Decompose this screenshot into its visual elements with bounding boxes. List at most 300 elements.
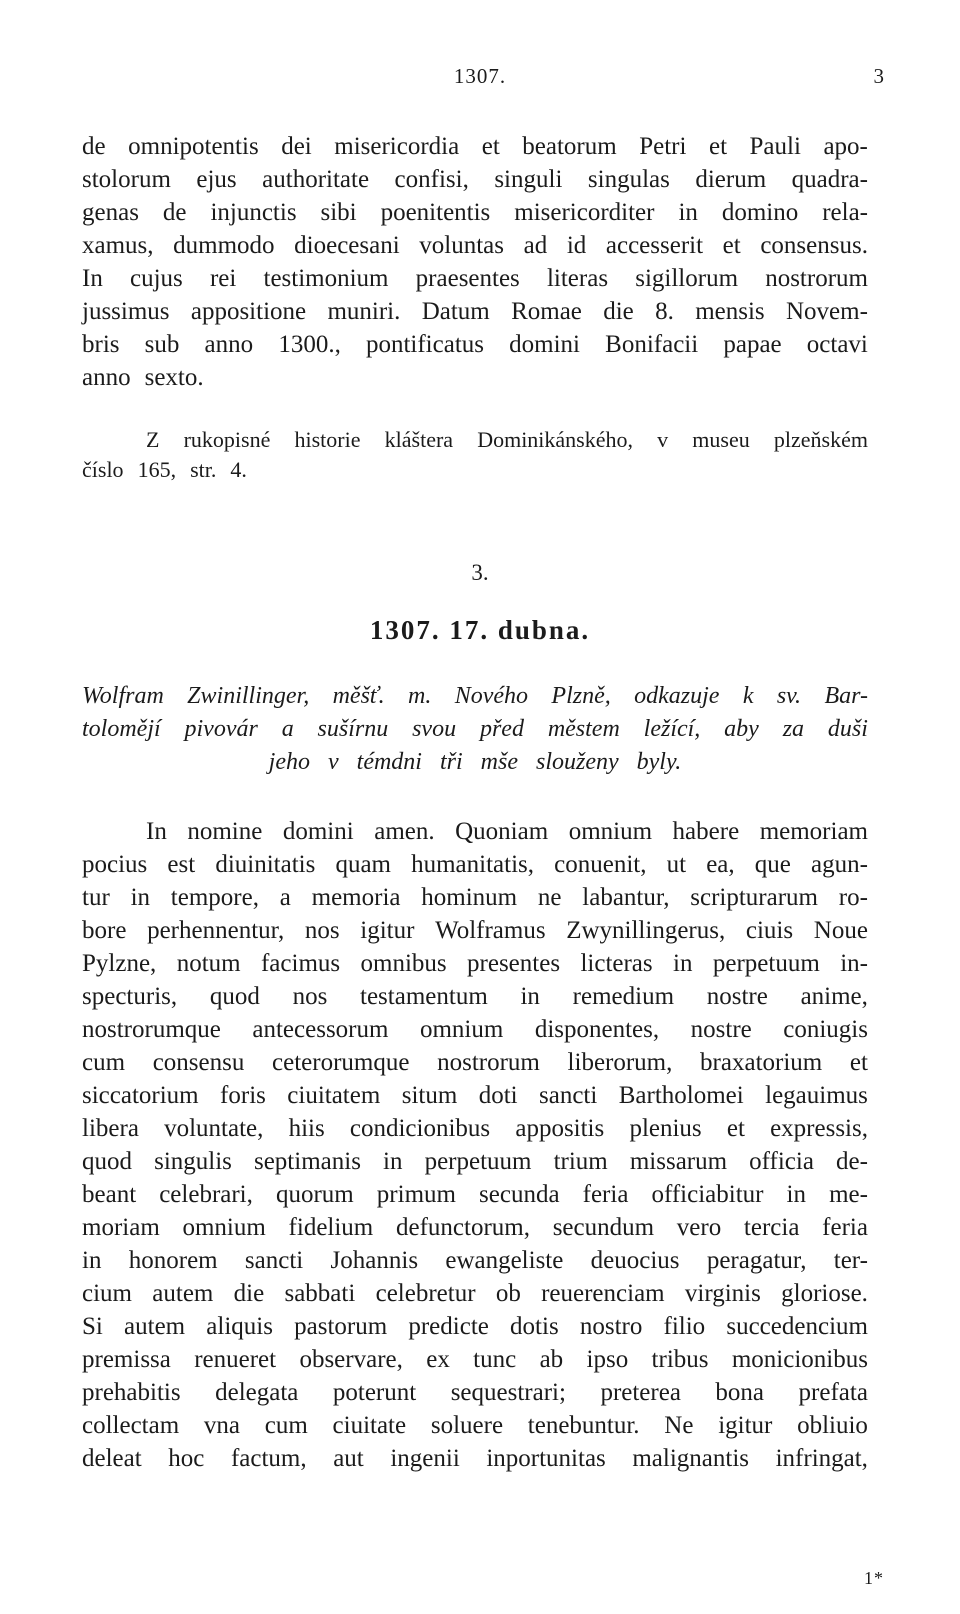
word: confisi,	[394, 166, 469, 193]
word: Pylzne,	[82, 950, 157, 977]
word: ro-	[838, 884, 868, 911]
word: misericorditer	[514, 199, 655, 226]
word: nostrorum	[765, 265, 868, 292]
word: anno	[204, 331, 254, 358]
word: accesserit	[605, 232, 704, 259]
word: v	[328, 749, 339, 775]
signature-mark: 1*	[864, 1568, 884, 1588]
text-line	[82, 848, 868, 881]
text-line	[82, 1211, 868, 1244]
word: str.	[190, 457, 217, 482]
word: anime,	[800, 983, 868, 1010]
word: trium	[553, 1148, 608, 1175]
word: soluere	[430, 1412, 504, 1439]
word: rela-	[822, 199, 868, 226]
text-line	[82, 229, 868, 262]
word: Ne	[664, 1412, 694, 1439]
word: collectam	[82, 1412, 180, 1439]
word: anno	[82, 364, 131, 391]
word: literas	[546, 265, 609, 292]
text-line	[82, 914, 868, 947]
word: in	[678, 199, 698, 226]
word: autem	[124, 1313, 186, 1340]
word: Z	[146, 427, 160, 452]
word: die	[603, 298, 634, 325]
text-line	[82, 361, 868, 394]
word: Petri	[639, 133, 687, 160]
word: Zwinillinger,	[187, 683, 310, 709]
word: consensus.	[760, 232, 868, 259]
word: monicionibus	[731, 1346, 868, 1373]
word: memoria	[311, 884, 401, 911]
word: feria	[582, 1181, 629, 1208]
word: hominum	[421, 884, 518, 911]
word: pontificatus	[365, 331, 484, 358]
word: secunda	[479, 1181, 560, 1208]
word: doti	[478, 1082, 518, 1109]
word: dierum	[695, 166, 767, 193]
word: aut	[333, 1445, 364, 1472]
word: et	[722, 232, 741, 259]
word: memoriam	[759, 818, 868, 845]
word: quod	[209, 983, 260, 1010]
word: agun-	[811, 851, 868, 878]
word: nomine	[187, 818, 263, 845]
word: sequestrari;	[450, 1379, 566, 1406]
word: officia	[749, 1148, 814, 1175]
word: v	[657, 427, 669, 452]
word: appositione	[190, 298, 307, 325]
word: nos	[304, 917, 340, 944]
word: celebrari,	[159, 1181, 253, 1208]
word: celebretur	[375, 1280, 476, 1307]
word: stolorum	[82, 166, 171, 193]
word: 4.	[230, 457, 247, 482]
word: museu	[692, 427, 750, 452]
word: praesentes	[415, 265, 520, 292]
word: pivovár	[184, 716, 258, 742]
word: nos	[292, 983, 328, 1010]
word: libera	[82, 1115, 139, 1142]
word: igitur	[360, 917, 415, 944]
word: Zwynillingerus,	[566, 917, 726, 944]
word: dummodo	[173, 232, 275, 259]
word: a	[281, 716, 294, 742]
word: preterea	[600, 1379, 681, 1406]
text-line	[82, 1079, 868, 1112]
word: sabbati	[284, 1280, 356, 1307]
text-line	[82, 1310, 868, 1343]
word: Novem-	[785, 298, 868, 325]
word: humanitatis,	[411, 851, 535, 878]
text-line	[82, 455, 868, 485]
word: Romae	[511, 298, 582, 325]
word: Wolfram	[82, 683, 164, 709]
word: Pauli	[749, 133, 801, 160]
word: in	[673, 950, 693, 977]
word: sibi	[320, 199, 357, 226]
word: est	[167, 851, 196, 878]
word: 8.	[655, 298, 674, 325]
word: nostrorumque	[82, 1016, 221, 1043]
word: voluntas	[419, 232, 504, 259]
word: městem	[547, 716, 620, 742]
word: misericordia	[334, 133, 460, 160]
word: scripturarum	[690, 884, 818, 911]
text-line	[82, 1013, 868, 1046]
word: bona	[715, 1379, 765, 1406]
word: Quoniam	[455, 818, 549, 845]
word: foris	[220, 1082, 266, 1109]
word: ab	[539, 1346, 564, 1373]
word: ciuitatem	[287, 1082, 381, 1109]
word: factum,	[230, 1445, 307, 1472]
word: ceterorumque	[272, 1049, 410, 1076]
word: omnium	[419, 1016, 504, 1043]
word: remedium	[572, 983, 675, 1010]
text-line	[82, 425, 868, 455]
intro-latin-paragraph	[82, 130, 868, 394]
word: secundum	[552, 1214, 655, 1241]
word: omnipotentis	[128, 133, 259, 160]
word: de	[162, 199, 187, 226]
word: sv.	[776, 683, 802, 709]
word: plenius	[629, 1115, 702, 1142]
word: condicionibus	[349, 1115, 491, 1142]
word: premissa	[82, 1346, 171, 1373]
word: quod	[82, 1148, 132, 1175]
word: domini	[509, 331, 580, 358]
word: gloriose.	[781, 1280, 868, 1307]
page-number: 3	[873, 64, 884, 88]
word: ex	[426, 1346, 450, 1373]
word: bris	[82, 331, 120, 358]
word: injunctis	[210, 199, 297, 226]
word: mše	[480, 749, 518, 775]
word: feria	[822, 1214, 868, 1241]
word: nostrorum	[437, 1049, 540, 1076]
word: omnium	[568, 818, 653, 845]
text-line	[82, 1343, 868, 1376]
word: deleat	[82, 1445, 142, 1472]
word: číslo	[82, 457, 124, 482]
word: prehabitis	[82, 1379, 181, 1406]
word: tur	[82, 884, 110, 911]
word: cum	[82, 1049, 126, 1076]
word: apo-	[823, 133, 868, 160]
word: braxatorium	[700, 1049, 823, 1076]
word: Johannis	[330, 1247, 419, 1274]
word: m.	[408, 683, 432, 709]
word: et	[708, 133, 728, 160]
text-line	[82, 947, 868, 980]
word: 165,	[137, 457, 177, 482]
word: que	[754, 851, 791, 878]
word: sancti	[244, 1247, 304, 1274]
word: tenebuntur.	[527, 1412, 640, 1439]
word: beant	[82, 1181, 137, 1208]
word: tolomějí	[82, 716, 161, 742]
text-line	[82, 1112, 868, 1145]
word: appositis	[515, 1115, 605, 1142]
word: succedencium	[726, 1313, 868, 1340]
word: Bar-	[824, 683, 868, 709]
word: inportunitas	[486, 1445, 606, 1472]
word: omnium	[182, 1214, 266, 1241]
word: Dominikánského,	[477, 427, 634, 452]
word: genas	[82, 199, 139, 226]
word: duši	[827, 716, 868, 742]
word: in	[130, 884, 151, 911]
word: renueret	[194, 1346, 277, 1373]
word: obliuio	[797, 1412, 868, 1439]
word: perpetuum	[424, 1148, 532, 1175]
text-line	[82, 1277, 868, 1310]
word: ne	[537, 884, 562, 911]
word: aliquis	[206, 1313, 273, 1340]
word: licteras	[580, 950, 653, 977]
word: defunctorum,	[395, 1214, 530, 1241]
word: Plzně,	[551, 683, 611, 709]
czech-regest	[82, 680, 868, 779]
word: rukopisné	[183, 427, 271, 452]
word: xamus,	[82, 232, 154, 259]
word: cum	[264, 1412, 308, 1439]
word: testamentum	[360, 983, 488, 1010]
word: domino	[721, 199, 799, 226]
word: malignantis	[632, 1445, 750, 1472]
word: byly.	[636, 749, 682, 775]
word: In	[82, 265, 103, 292]
running-head-year: 1307.	[453, 64, 507, 88]
document-date: 1307. 17. dubna.	[369, 615, 591, 645]
word: mensis	[695, 298, 765, 325]
word: de	[82, 133, 106, 160]
word: moriam	[82, 1214, 160, 1241]
word: et	[726, 1115, 745, 1142]
document-number: 3.	[471, 560, 489, 585]
word: singuli	[494, 166, 563, 193]
word: ejus	[196, 166, 237, 193]
word: peragatur,	[706, 1247, 807, 1274]
word: autem	[152, 1280, 214, 1307]
word: me-	[829, 1181, 868, 1208]
word: honorem	[128, 1247, 218, 1274]
text-line	[82, 130, 868, 163]
word: Noue	[813, 917, 868, 944]
word: cium	[82, 1280, 132, 1307]
word: notum	[176, 950, 241, 977]
word: amen.	[374, 818, 435, 845]
word: domini	[282, 818, 354, 845]
word: ingenii	[390, 1445, 460, 1472]
word: za	[782, 716, 805, 742]
word: fidelium	[288, 1214, 374, 1241]
word: officiabitur	[651, 1181, 764, 1208]
word: Si	[82, 1313, 103, 1340]
word: jussimus	[82, 298, 170, 325]
word: virginis	[684, 1280, 761, 1307]
word: historie	[294, 427, 361, 452]
word: poenitentis	[380, 199, 491, 226]
word: Datum	[421, 298, 490, 325]
word: conuenit,	[554, 851, 647, 878]
word: disponentes,	[534, 1016, 660, 1043]
word: poterunt	[332, 1379, 417, 1406]
word: habere	[672, 818, 740, 845]
word: In	[146, 818, 167, 845]
word: ciuitate	[332, 1412, 407, 1439]
word: facimus	[260, 950, 341, 977]
word: muniri.	[327, 298, 401, 325]
word: tempore,	[170, 884, 259, 911]
text-line	[82, 1409, 868, 1442]
word: před	[479, 716, 524, 742]
text-line	[82, 196, 868, 229]
word: a	[279, 884, 291, 911]
word: filio	[663, 1313, 706, 1340]
word: prefata	[798, 1379, 868, 1406]
word: pocius	[82, 851, 148, 878]
word: tunc	[473, 1346, 517, 1373]
word: nostre	[706, 983, 768, 1010]
text-line	[82, 1442, 868, 1475]
word: ter-	[833, 1247, 868, 1274]
word: authoritate	[262, 166, 370, 193]
word: tercia	[743, 1214, 800, 1241]
text-line	[82, 713, 868, 746]
word: hiis	[288, 1115, 325, 1142]
word: consensu	[152, 1049, 245, 1076]
text-line	[82, 680, 868, 713]
word: delegata	[215, 1379, 299, 1406]
charter-body	[82, 815, 868, 1475]
word: měšť.	[332, 683, 385, 709]
word: dei	[281, 133, 312, 160]
word: legauimus	[765, 1082, 868, 1109]
text-line	[82, 1145, 868, 1178]
word: voluntate,	[164, 1115, 264, 1142]
text-line	[82, 262, 868, 295]
word: ob	[495, 1280, 521, 1307]
word: liberorum,	[567, 1049, 673, 1076]
word: nostre	[690, 1016, 752, 1043]
word: labantur,	[582, 884, 670, 911]
text-line	[82, 328, 868, 361]
word: igitur	[718, 1412, 773, 1439]
word: de-	[836, 1148, 868, 1175]
word: octavi	[806, 331, 868, 358]
text-line	[82, 1376, 868, 1409]
word: situm	[401, 1082, 458, 1109]
word: reuerenciam	[541, 1280, 665, 1307]
word: dotis	[510, 1313, 559, 1340]
word: nostro	[579, 1313, 643, 1340]
word: rei	[209, 265, 237, 292]
word: specturis,	[82, 983, 178, 1010]
text-line	[82, 815, 868, 848]
word: quadra-	[791, 166, 868, 193]
word: die	[233, 1280, 265, 1307]
word: singulis	[154, 1148, 232, 1175]
word: k	[742, 683, 754, 709]
word: aby	[724, 716, 759, 742]
word: vna	[203, 1412, 241, 1439]
word: in-	[840, 950, 868, 977]
word: jeho	[268, 749, 310, 775]
word: in	[383, 1148, 403, 1175]
word: et	[849, 1049, 868, 1076]
source-note	[82, 425, 868, 485]
word: sexto.	[144, 364, 204, 391]
text-line	[82, 746, 868, 779]
word: et	[481, 133, 500, 160]
word: predicte	[408, 1313, 489, 1340]
word: deuocius	[590, 1247, 680, 1274]
word: sub	[144, 331, 180, 358]
word: plzeňském	[773, 427, 868, 452]
word: perhennentur,	[147, 917, 285, 944]
word: hoc	[168, 1445, 205, 1472]
word: testimonium	[263, 265, 389, 292]
word: primum	[376, 1181, 456, 1208]
word: beatorum	[522, 133, 617, 160]
word: témdni	[356, 749, 422, 775]
word: omnibus	[360, 950, 447, 977]
word: missarum	[629, 1148, 728, 1175]
word: Nového	[454, 683, 529, 709]
word: quam	[335, 851, 391, 878]
word: sušírnu	[317, 716, 389, 742]
word: bore	[82, 917, 127, 944]
word: vero	[676, 1214, 722, 1241]
word: expressis,	[770, 1115, 868, 1142]
word: tribus	[651, 1346, 709, 1373]
text-line	[82, 980, 868, 1013]
word: papae	[723, 331, 782, 358]
word: slouženy	[536, 749, 619, 775]
text-line	[82, 295, 868, 328]
word: in	[786, 1181, 806, 1208]
word: odkazuje	[634, 683, 720, 709]
text-line	[82, 1046, 868, 1079]
word: observare,	[299, 1346, 403, 1373]
word: in	[520, 983, 540, 1010]
word: svou	[412, 716, 457, 742]
word: cujus	[130, 265, 183, 292]
word: ad	[523, 232, 548, 259]
word: ležící,	[643, 716, 701, 742]
word: ciuis	[745, 917, 794, 944]
word: dioecesani	[294, 232, 400, 259]
text-line	[82, 1178, 868, 1211]
word: in	[82, 1247, 102, 1274]
word: ewangeliste	[445, 1247, 564, 1274]
word: kláštera	[384, 427, 454, 452]
word: ut	[666, 851, 687, 878]
word: presentes	[467, 950, 561, 977]
word: siccatorium	[82, 1082, 199, 1109]
word: ea,	[706, 851, 735, 878]
word: diuinitatis	[215, 851, 316, 878]
word: tři	[439, 749, 463, 775]
word: infringat,	[775, 1445, 868, 1472]
word: singulas	[587, 166, 670, 193]
text-line	[82, 163, 868, 196]
word: Bartholomei	[618, 1082, 744, 1109]
word: ipso	[586, 1346, 629, 1373]
word: perpetuum	[712, 950, 820, 977]
